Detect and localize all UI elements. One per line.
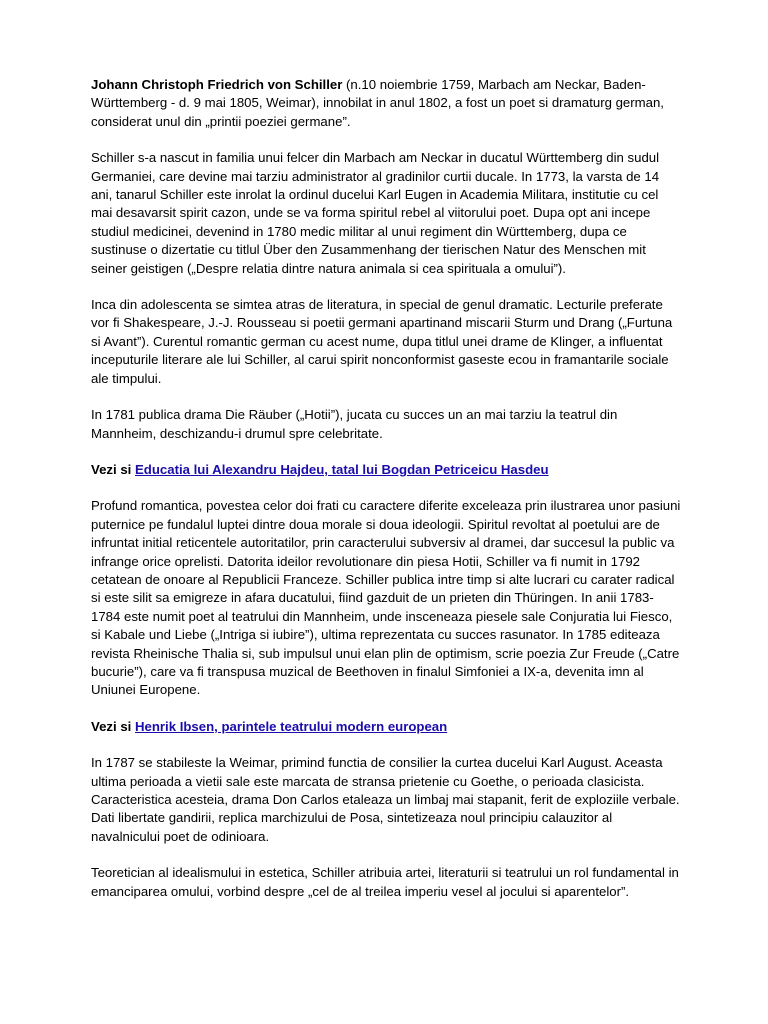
see-also-ibsen: [91, 718, 681, 736]
die-rauber-paragraph: In 1781 publica drama Die Räuber („Hotii”), jucata cu succes un an mai tarziu la teatrul din Mannheim, deschizandu-i drumul spre celebritate.: [91, 407, 618, 441]
weimar-paragraph: In 1787 se stabileste la Weimar, primind functia de consilier la curtea ducelui Karl August. Aceasta ultima perioada a vietii sale este marcata de stransa prietenie cu Goethe, o perioada clasicista. Caracteristica acesteia, drama Don Carlos etaleaza un limbaj mai stapanit, ferit de exploziile verbale. Dati libertate gandirii, replica marchizului de Posa, sintetizeaza noul principiu calauzitor al navalnicului poet de odinioara.: [91, 755, 680, 844]
subject-name: Johann Christoph Friedrich von Schiller: [91, 77, 343, 92]
intro-text: (n.10 noiembrie 1759, Marbach am Neckar, Baden-Württemberg - d. 9 mai 1805, Weimar), innobilat in anul 1802, a fost un poet si dramaturg german, considerat unul din „printii poeziei germane”.: [91, 77, 664, 129]
intro-paragraph: [91, 76, 681, 131]
document-page: [91, 76, 681, 919]
see-also-prefix: Vezi si: [91, 718, 135, 734]
see-also-hajdeu: [91, 461, 681, 479]
see-also-prefix: Vezi si: [91, 461, 135, 477]
hajdeu-article-link[interactable]: Educatia lui Alexandru Hajdeu, tatal lui Bogdan Petriceicu Hasdeu: [135, 461, 549, 477]
literary-influences-paragraph: Inca din adolescenta se simtea atras de literatura, in special de genul dramatic. Lecturile preferate vor fi Shakespeare, J.-J. Rousseau si poetii germani apartinand miscarii Sturm und Drang („Furtuna si Avant”). Curentul romantic german cu acest nume, dupa titlul unei drame de Klinger, a influentat inceputurile literare ale lui Schiller, al carui spirit nonconformist gaseste ecou in framantarile sociale ale timpului.: [91, 297, 673, 386]
aesthetics-paragraph: Teoretician al idealismului in estetica, Schiller atribuia artei, literaturii si teatrului un rol fundamental in emanciparea omului, vorbind despre „cel de al treilea imperiu vesel al jocului si aparentelor”.: [91, 865, 679, 899]
romantic-drama-paragraph: Profund romantica, povestea celor doi frati cu caractere diferite exceleaza prin ilustrarea unor pasiuni puternice pe fundalul luptei dintre doua morale si doua ideologii. Spiritul revoltat al poetului are de infruntat initial reticentele autoritatilor, prin caracterului subversiv al dramei, dar succesul la public va infrange orice oprelisti. Datorita ideilor revolutionare din piesa Hotii, Schiller va fi numit in 1792 cetatean de onoare al Republicii Franceze. Schiller publica intre timp si alte lucrari cu carater radical si este silit sa emigreze in afara ducatului, fiind gazduit de un prieten din Thüringen. In anii 1783-1784 este numit poet al teatrului din Mannheim, unde insceneaza piesele sale Conjuratia lui Fiesco, si Kabale und Liebe („Intriga si iubire”), ultima reprezentata cu succes rasunator. In 1785 editeaza revista Rheinische Thalia si, sub impulsul unui elan plin de optimism, scrie poezia Zur Freude („Catre bucurie”), care va fi transpusa muzical de Beethoven in finalul Simfoniei a IX-a, devenita imn al Uniunei Europene.: [91, 498, 681, 698]
ibsen-article-link[interactable]: Henrik Ibsen, parintele teatrului modern european: [135, 718, 448, 734]
biography-paragraph: Schiller s-a nascut in familia unui felcer din Marbach am Neckar in ducatul Württemberg din sudul Germaniei, care devine mai tarziu administrator al gradinilor curtii ducale. In 1773, la varsta de 14 ani, tanarul Schiller este inrolat la ordinul ducelui Karl Eugen in Academia Militara, institutie cu cel mai desavarsit spirit cazon, unde se va forma spiritul rebel al viitorului poet. Dupa opt ani incepe studiul medicinei, devenind in 1780 medic militar al unui regiment din Württemberg, dupa ce sustinuse o dizertatie cu titlul Über den Zusammenhang der tierischen Natur des Menschen mit seiner geistigen („Despre relatia dintre natura animala si cea spirituala a omului”).: [91, 150, 660, 276]
